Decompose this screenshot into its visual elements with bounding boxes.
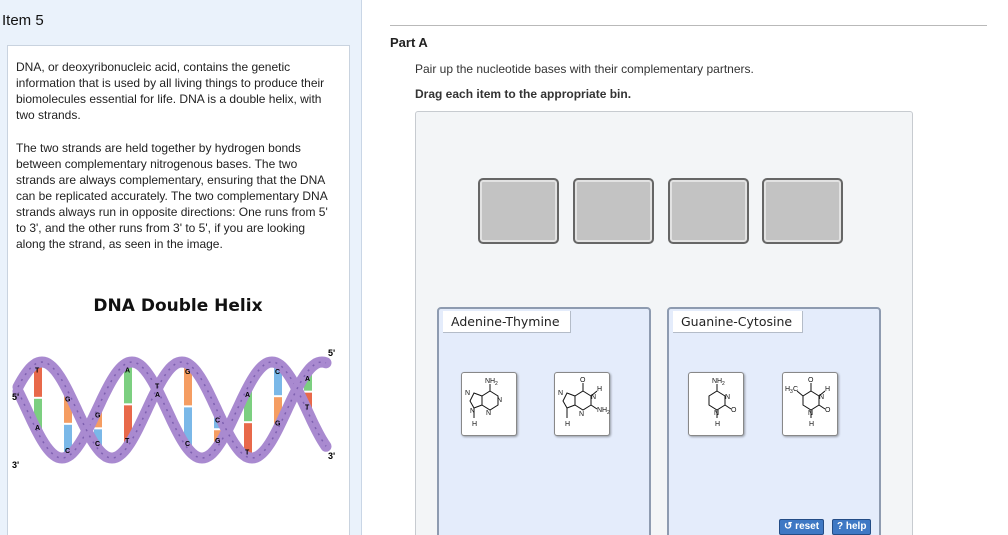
end-label-left-bottom: 3' [12,460,20,470]
left-panel [0,0,362,535]
base-letter: C [275,368,281,376]
end-label-right-top: 5' [328,348,336,358]
svg-text:N: N [819,394,825,401]
svg-text:NH: NH [597,407,608,414]
reset-button[interactable] [779,519,824,535]
svg-text:2: 2 [607,410,610,416]
figure-title: DNA Double Helix [93,296,263,316]
end-label-left-top: 5' [12,392,20,402]
svg-text:H: H [825,386,831,393]
svg-text:N: N [558,390,564,397]
base-letter: G [215,438,221,446]
guanine-structure-tile[interactable] [554,372,610,436]
base-letter: T [155,383,160,391]
right-panel [363,0,1008,535]
svg-text:H: H [565,421,571,428]
svg-text:2: 2 [722,381,725,387]
base-letter: A [245,392,251,400]
svg-text:2: 2 [495,381,498,387]
drag-instruction-text: Drag each item to the appropriate bin. [415,87,632,101]
thymine-structure-icon [783,373,839,437]
empty-answer-slot[interactable] [762,178,843,244]
empty-answer-slot[interactable] [573,178,654,244]
passage-paragraph-2: The two strands are held together by hydrogen bonds between complementary nitrogenous bases. The two strands are always complementary, ensuring that the DNA can be replicated accurately. The two complementary DNA strands always run in opposite directions: One runs from 5' to 3', and the other runs from 3' to 5', if you are looking along the strand, as seen in the image. [16,141,328,251]
dna-figure [8,268,338,533]
base-letter: C [215,417,221,425]
bin-guanine-cytosine[interactable] [667,307,881,535]
reset-label: reset [795,521,820,532]
base-letter: G [275,420,281,428]
base-letter: A [155,391,161,399]
svg-text:N: N [591,394,597,401]
instruction-text: Pair up the nucleotide bases with their complementary partners. [415,62,754,76]
base-letter: C [185,440,191,448]
svg-text:H: H [785,386,791,393]
cytosine-structure-tile[interactable] [688,372,744,436]
passage-box [7,45,350,535]
base-letter: C [65,448,71,456]
bin-label: Guanine-Cytosine [673,311,803,333]
item-title: Item 5 [2,12,44,29]
part-title: Part A [390,35,428,50]
help-button[interactable] [832,519,871,535]
svg-text:NH: NH [485,378,496,385]
drag-drop-workspace [415,111,913,535]
empty-answer-slot[interactable] [478,178,559,244]
svg-text:N: N [714,410,720,417]
part-divider [390,25,987,26]
cytosine-structure-icon [689,373,745,437]
empty-answer-slot[interactable] [668,178,749,244]
svg-text:N: N [579,411,585,418]
base-letter: T [35,367,40,375]
svg-text:3: 3 [790,389,793,395]
base-letter: T [305,404,310,412]
bin-label: Adenine-Thymine [443,311,571,333]
base-letter: G [185,368,191,376]
guanine-structure-icon [555,373,611,437]
svg-text:N: N [470,408,476,415]
dna-helix-diagram [8,318,348,518]
base-letter: A [35,424,41,432]
svg-text:N: N [486,410,492,417]
svg-text:N: N [808,410,814,417]
end-label-right-bottom: 3' [328,451,336,461]
help-icon: ? [837,521,844,532]
base-letter: G [65,396,71,404]
reset-icon: ↺ [784,521,793,532]
adenine-structure-icon [462,373,518,437]
svg-text:H: H [472,421,478,428]
svg-text:N: N [465,390,471,397]
base-letter: T [245,449,250,457]
svg-text:H: H [597,386,603,393]
svg-text:H: H [809,421,815,428]
svg-text:H: H [715,421,721,428]
svg-text:O: O [731,407,737,414]
adenine-structure-tile[interactable] [461,372,517,436]
thymine-structure-tile[interactable] [782,372,838,436]
base-letter: G [95,412,101,420]
bin-adenine-thymine[interactable] [437,307,651,535]
base-letter: C [95,441,101,449]
svg-text:N: N [725,394,731,401]
passage-paragraph-1: DNA, or deoxyribonucleic acid, contains the genetic information that is used by all living things to produce their biomolecules essential for life. DNA is a double helix, with two strands. [16,60,325,122]
base-letter: T [125,437,130,445]
base-letter: A [125,367,131,375]
help-label: help [845,521,867,532]
svg-text:O: O [580,377,586,384]
svg-text:N: N [497,397,503,404]
svg-text:C: C [793,386,799,393]
base-letter: A [305,375,311,383]
svg-text:O: O [825,407,831,414]
svg-text:NH: NH [712,378,723,385]
svg-text:O: O [808,377,814,384]
